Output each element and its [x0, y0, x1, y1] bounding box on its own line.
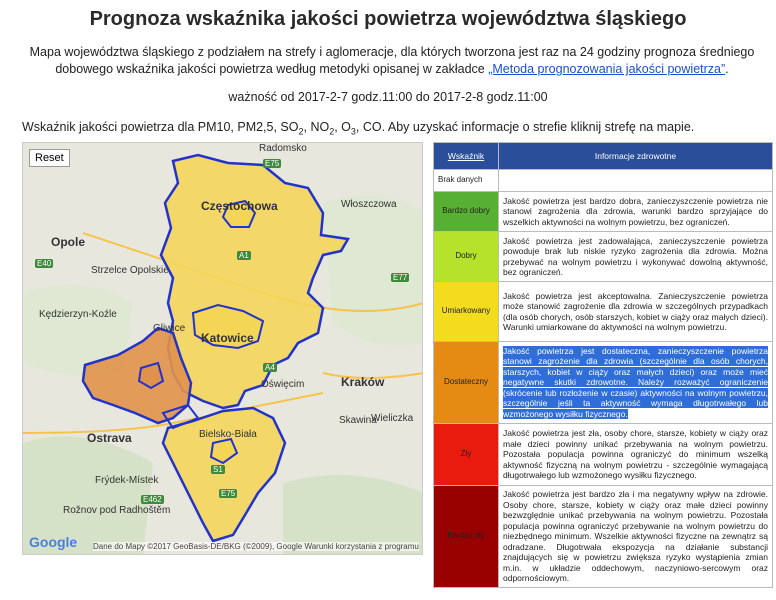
indicator-category-cell: Bardzo zły: [434, 486, 499, 588]
road-badge-a4: A4: [265, 363, 275, 372]
header-indicator[interactable]: [434, 143, 499, 170]
label-oswiecim: Oświęcim: [261, 379, 305, 390]
label-roznov: Rožnov pod Radhoštěm: [63, 505, 171, 516]
indicator-end: , CO. Aby uzyskać informacje o strefie kliknij strefę na mapie.: [355, 120, 695, 134]
label-strzelce: Strzelce Opolskie: [91, 265, 169, 276]
table-row: [434, 282, 773, 342]
label-gliwice: Gliwice: [153, 323, 186, 334]
health-info-cell: [499, 282, 773, 342]
indicator-table: [433, 142, 773, 588]
intro-end: .: [725, 62, 729, 76]
so2-subscript: 2: [298, 126, 304, 137]
label-skawina: Skawina: [339, 415, 377, 426]
indicator-category-cell: Dostateczny: [434, 342, 499, 424]
health-info-text: Jakość powietrza jest zła, osoby chore, starsze, kobiety w ciąży oraz małe dzieci powinny unikać przebywania na wolnym powietrzu. Pozostała populacja powinna ograniczyć do minimum wszelką aktywność fizyczną na wolnym powietrzu - szczególnie wymagającą długotrwałego lub wzmożonego wysiłku fizycznego.: [503, 428, 768, 481]
o-text: , O: [334, 120, 351, 134]
no-text: , NO: [303, 120, 330, 134]
road-badge-e77: E77: [393, 273, 408, 282]
header-health-info: Informacje zdrowotne: [499, 143, 773, 170]
label-wieliczka: Wieliczka: [371, 413, 414, 424]
method-link[interactable]: „Metoda prognozowania jakości powietrza”: [488, 62, 726, 76]
road-badge-e75: E75: [265, 159, 280, 168]
road-badge-e40: E40: [37, 259, 52, 268]
label-czestochowa: Częstochowa: [201, 199, 278, 213]
label-katowice: Katowice: [201, 331, 254, 345]
page-title: Prognoza wskaźnika jakości powietrza województwa śląskiego: [89, 8, 687, 30]
validity-text: ważność od 2017-2-7 godz.11:00 do 2017-2-8 godz.11:00: [228, 90, 548, 104]
zone-map[interactable]: [22, 142, 423, 555]
map-attribution[interactable]: Dane do Mapy ©2017 GeoBasis-DE/BKG (©2009), Google Warunki korzystania z programu: [93, 542, 419, 551]
health-info-text: Jakość powietrza jest dostateczna, zanieczyszczenie powietrza stanowi zagrożenie dla zdrowia (szczególnie dla osób chorych, starszych, kobiet w ciąży oraz małych dzieci) oraz może mieć negatywne skutki zdrowotne. Należy rozważyć ograniczenie (skrócenie lub rozłożenie w czasie) aktywności na wolnym powietrzu, szczególnie jeśli ta aktywność wymaga długotrwałego lub wzmożonego wysiłku fizycznego.: [503, 345, 768, 419]
health-info-text: Jakość powietrza jest zadowalająca, zanieczyszczenie powietrza powoduje brak lub niskie ryzyko zagrożenia dla zdrowia. Można przebywać na wolnym powietrzu i wykonywać dowolną aktywność, bez ograniczeń.: [503, 235, 768, 277]
no2-subscript: 2: [329, 126, 335, 137]
indicator-header-link[interactable]: Wskaźnik: [447, 150, 485, 161]
indicator-category-cell: Umiarkowany: [434, 282, 499, 342]
health-info-cell: [499, 342, 773, 424]
table-row: [434, 424, 773, 486]
road-badge-e462: E462: [143, 495, 162, 504]
o3-subscript: 3: [350, 126, 356, 137]
table-row: [434, 232, 773, 282]
label-wloszczowa: Włoszczowa: [341, 199, 397, 210]
indicator-category-cell: Bardzo dobry: [434, 192, 499, 232]
health-info-text: Jakość powietrza jest akceptowalna. Zanieczyszczenie powietrza może stanowić zagrożenie dla zdrowia w szczególnych przypadkach (dla osób chorych, osób starszych, kobiet w ciąży oraz małych dzieci). Warunki umiarkowane do aktywności na wolnym powietrzu.: [503, 290, 768, 332]
google-logo: Google: [29, 534, 78, 550]
label-kedzierzyn: Kędzierzyn-Koźle: [39, 309, 117, 320]
table-row: [434, 170, 773, 192]
table-row: [434, 342, 773, 424]
label-ostrava: Ostrava: [87, 431, 132, 445]
table-row: [434, 486, 773, 588]
terrain-patch: [323, 195, 423, 346]
road-badge-e75-south: E75: [221, 489, 236, 498]
health-info-text: Jakość powietrza jest bardzo dobra, zanieczyszczenie powietrza nie stanowi zagrożenia dla zdrowia, warunki bardzo sprzyjające do wszelkich aktywności na wolnym powietrzu, bez ograniczeń.: [503, 195, 768, 227]
health-info-cell: [499, 486, 773, 588]
indicator-category-cell: Zły: [434, 424, 499, 486]
intro-body: Mapa województwa śląskiego z podziałem na strefy i aglomeracje, dla których tworzona jest raz na 24 godziny prognoza średniego dobowego wskaźnika jakości powietrza według metodyki opisanej w zakładce: [29, 45, 755, 76]
health-info-cell: [499, 424, 773, 486]
table-body: [434, 170, 773, 588]
indicator-description: [22, 120, 762, 137]
health-info-cell: [499, 192, 773, 232]
label-krakow: Kraków: [341, 375, 385, 389]
health-info-cell: [499, 232, 773, 282]
label-bielsko: Bielsko-Biała: [199, 429, 257, 440]
table-header-row: [434, 143, 773, 170]
label-frydek: Frýdek-Místek: [95, 475, 159, 486]
label-radomsko: Radomsko: [259, 143, 307, 154]
indicator-category-cell: Dobry: [434, 232, 499, 282]
indicator-category-cell: Brak danych: [434, 170, 499, 192]
intro-text: [22, 44, 762, 78]
indicator-prefix: Wskaźnik jakości powietrza dla PM10, PM2,5, SO: [22, 120, 299, 134]
table-row: [434, 192, 773, 232]
road-badge-a1: A1: [239, 251, 249, 260]
reset-button[interactable]: Reset: [29, 149, 70, 167]
health-info-text: Jakość powietrza jest bardzo zła i ma negatywny wpływ na zdrowie. Osoby chore, starsze, kobiety w ciąży oraz małe dzieci powinny bezwzględnie unikać przebywania na wolnym powietrzu. Pozostała populacja powinna ograniczyć przebywanie na wolnym powietrzu do niezbędnego minimum. Wszelkie aktywności fizyczne na zewnątrz są odradzane. Długotrwała ekspozycja na działanie substancji znajdujących się w powietrzu zwiększa ryzyko wystąpienia zmian m.in. w układzie oddechowym, naczyniowo-sercowym oraz odpornościowym.: [503, 489, 768, 584]
health-info-cell: [499, 170, 773, 192]
label-opole: Opole: [51, 235, 86, 249]
road-badge-s1: S1: [213, 465, 223, 474]
zone-rybnik: [139, 363, 163, 388]
